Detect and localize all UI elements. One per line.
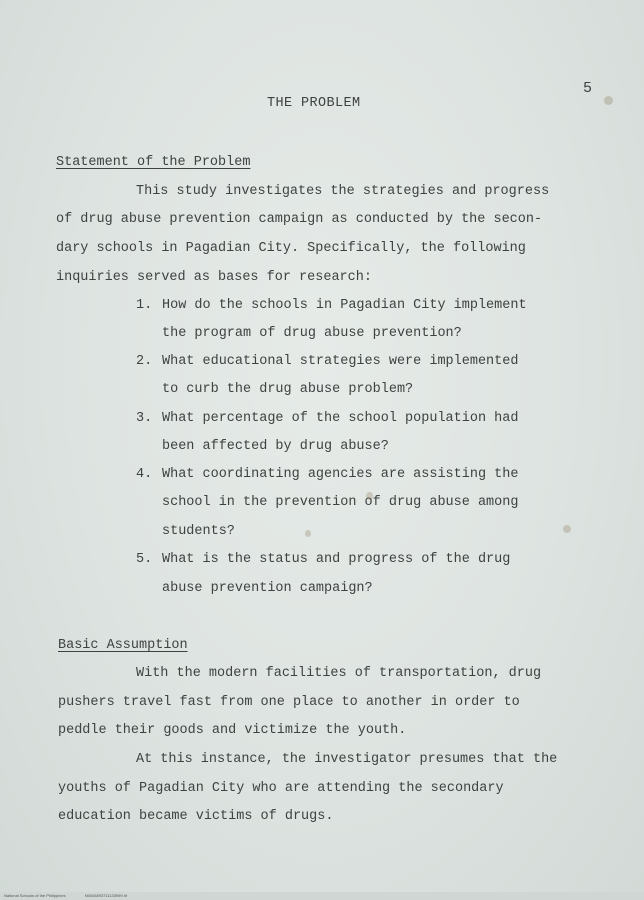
intro-line: of drug abuse prevention campaign as conducted by the secon- (56, 212, 543, 227)
page-number: 5 (583, 80, 593, 97)
list-number: 1. (136, 298, 153, 313)
list-item-line: school in the prevention of drug abuse among (162, 495, 519, 510)
list-item-line: What percentage of the school population had (162, 411, 519, 426)
ink-smudge (604, 96, 613, 105)
list-item-line: to curb the drug abuse problem? (162, 382, 414, 397)
assumption-line: At this instance, the investigator presumes that the (136, 752, 558, 767)
assumption-heading: Basic Assumption (58, 638, 188, 653)
chapter-title: THE PROBLEM (267, 96, 361, 111)
footer-left: National Schools of the Philippines (4, 893, 66, 898)
list-item-line: students? (162, 524, 235, 539)
list-item-line: What coordinating agencies are assisting the (162, 467, 519, 482)
list-number: 2. (136, 354, 153, 369)
assumption-line: With the modern facilities of transportation, drug (136, 666, 542, 681)
ink-smudge (366, 492, 373, 500)
assumption-line: youths of Pagadian City who are attending the secondary (58, 781, 504, 796)
archive-footer (0, 892, 644, 900)
intro-line: This study investigates the strategies and progress (136, 184, 550, 199)
footer-right: N0045893711133999.tif (84, 893, 127, 898)
list-item-line: been affected by drug abuse? (162, 439, 389, 454)
list-number: 4. (136, 467, 153, 482)
list-item-line: How do the schools in Pagadian City implement (162, 298, 527, 313)
ink-smudge (305, 530, 311, 537)
ink-smudge (563, 525, 571, 533)
list-number: 5. (136, 552, 153, 567)
assumption-line: peddle their goods and victimize the youth. (58, 723, 407, 738)
list-item-line: the program of drug abuse prevention? (162, 326, 462, 341)
list-item-line: abuse prevention campaign? (162, 581, 373, 596)
assumption-line: pushers travel fast from one place to another in order to (58, 695, 520, 710)
intro-line: inquiries served as bases for research: (56, 270, 372, 285)
list-number: 3. (136, 411, 153, 426)
list-item-line: What is the status and progress of the drug (162, 552, 511, 567)
intro-line: dary schools in Pagadian City. Specifically, the following (56, 241, 526, 256)
statement-heading: Statement of the Problem (56, 155, 251, 170)
list-item-line: What educational strategies were implemented (162, 354, 519, 369)
assumption-line: education became victims of drugs. (58, 809, 334, 824)
